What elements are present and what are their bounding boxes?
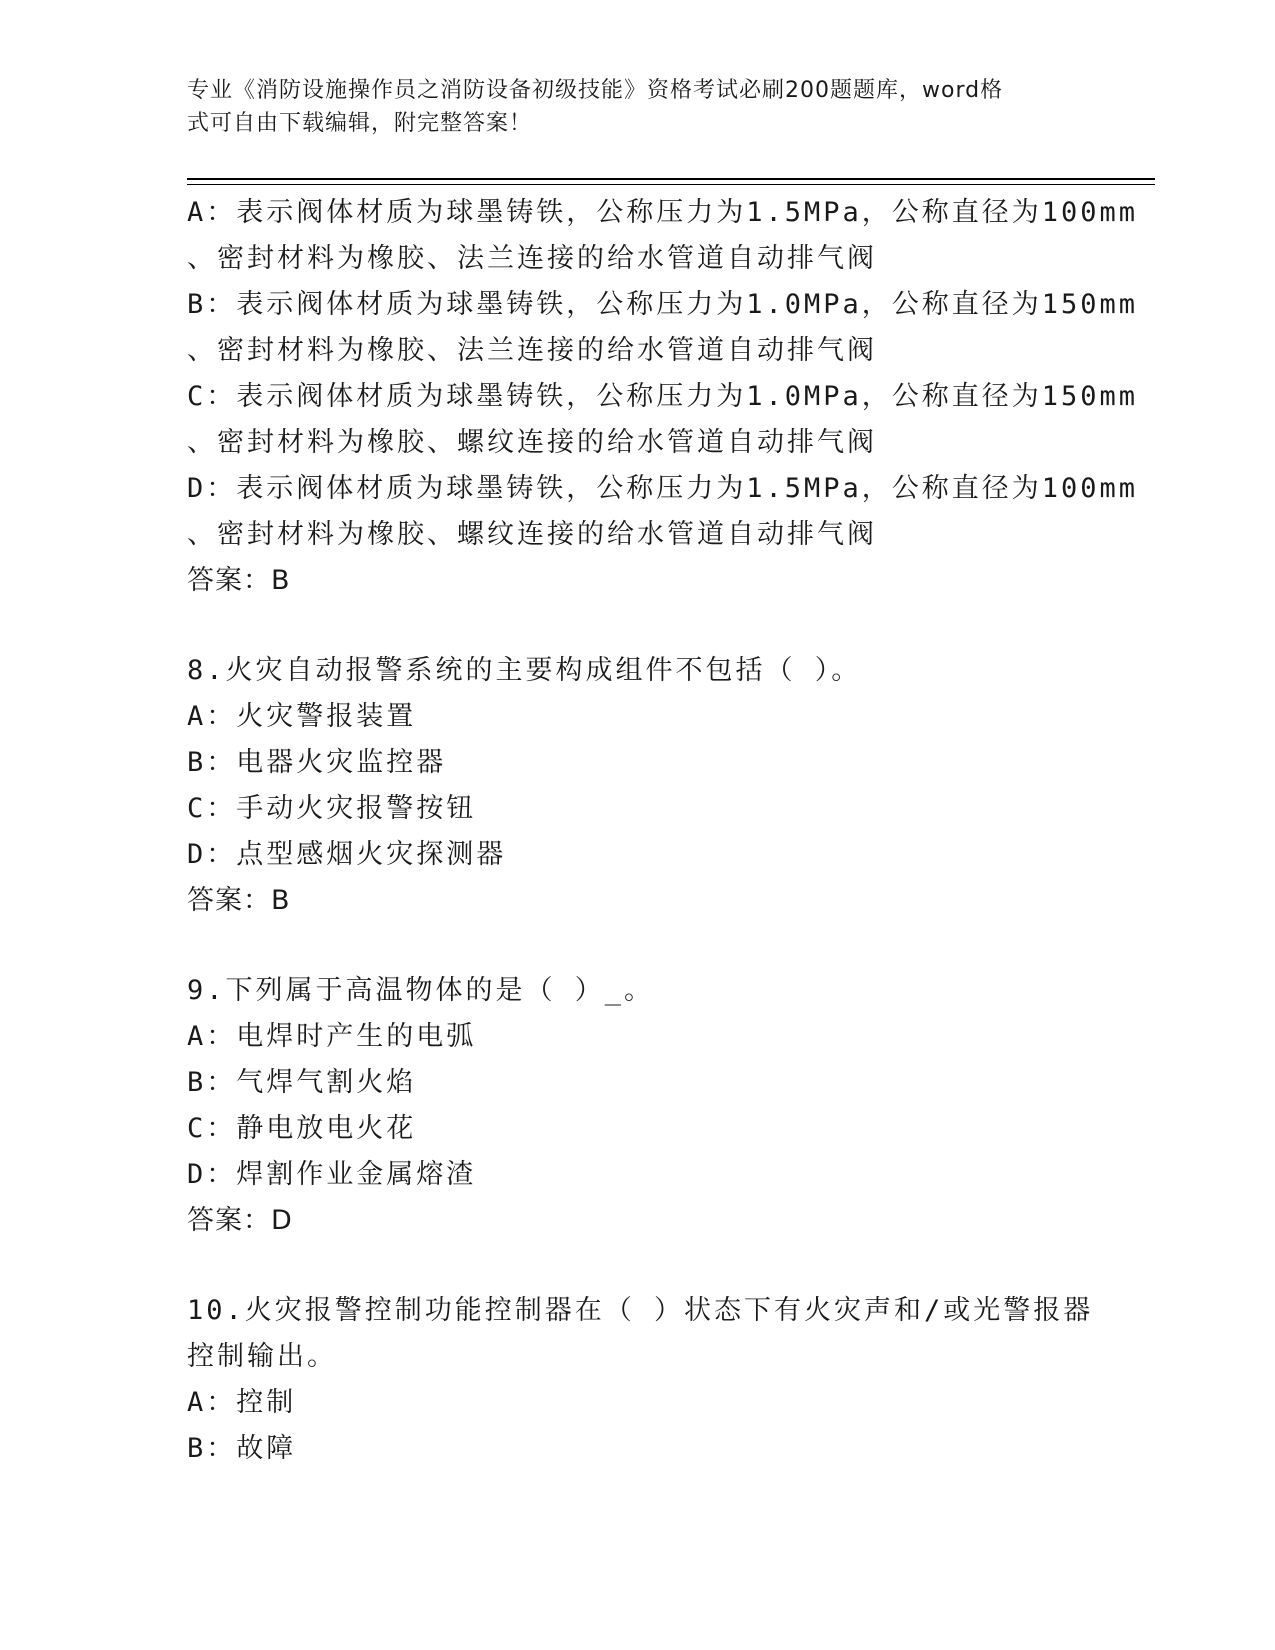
option-line: A：电焊时产生的电弧 bbox=[187, 1021, 477, 1052]
question-stem: 8.火灾自动报警系统的主要构成组件不包括（ ）。 bbox=[187, 655, 862, 686]
answer-line: 答案：B bbox=[187, 565, 291, 596]
option-line: 、密封材料为橡胶、法兰连接的给水管道自动排气阀 bbox=[187, 243, 877, 274]
option-line: A：表示阀体材质为球墨铸铁，公称压力为1.5MPa，公称直径为100mm bbox=[187, 197, 1139, 228]
answer-line: 答案：D bbox=[187, 1205, 293, 1236]
option-line: B：气焊气割火焰 bbox=[187, 1067, 417, 1098]
question-block-7 bbox=[187, 190, 1187, 604]
option-line: B：电器火灾监控器 bbox=[187, 747, 447, 778]
option-line: C：手动火灾报警按钮 bbox=[187, 793, 477, 824]
option-line: D：表示阀体材质为球墨铸铁，公称压力为1.5MPa，公称直径为100mm bbox=[187, 473, 1139, 504]
question-content bbox=[187, 190, 1187, 1472]
document-header bbox=[187, 74, 1087, 140]
option-line: C：表示阀体材质为球墨铸铁，公称压力为1.0MPa，公称直径为150mm bbox=[187, 381, 1139, 412]
question-stem-continued: 控制输出。 bbox=[187, 1341, 337, 1372]
header-divider-thin bbox=[187, 184, 1155, 185]
option-line: C：静电放电火花 bbox=[187, 1113, 417, 1144]
option-line: A：控制 bbox=[187, 1387, 297, 1418]
option-line: 、密封材料为橡胶、法兰连接的给水管道自动排气阀 bbox=[187, 335, 877, 366]
option-line: D：点型感烟火灾探测器 bbox=[187, 839, 507, 870]
option-line: 、密封材料为橡胶、螺纹连接的给水管道自动排气阀 bbox=[187, 519, 877, 550]
question-stem: 9.下列属于高温物体的是（ ）_。 bbox=[187, 975, 655, 1006]
option-line: B：表示阀体材质为球墨铸铁，公称压力为1.0MPa，公称直径为150mm bbox=[187, 289, 1139, 320]
header-line-2: 式可自由下载编辑，附完整答案！ bbox=[187, 111, 533, 136]
option-line: 、密封材料为橡胶、螺纹连接的给水管道自动排气阀 bbox=[187, 427, 877, 458]
answer-line: 答案：B bbox=[187, 885, 291, 916]
header-line-1: 专业《消防设施操作员之消防设备初级技能》资格考试必刷200题题库，word格 bbox=[187, 78, 1004, 103]
option-line: A：火灾警报装置 bbox=[187, 701, 417, 732]
question-block-10 bbox=[187, 1288, 1187, 1472]
question-stem: 10.火灾报警控制功能控制器在（ ）状态下有火灾声和/或光警报器 bbox=[187, 1295, 1094, 1326]
header-divider-thick bbox=[187, 178, 1155, 180]
question-block-8 bbox=[187, 648, 1187, 924]
option-line: B：故障 bbox=[187, 1433, 297, 1464]
option-line: D：焊割作业金属熔渣 bbox=[187, 1159, 477, 1190]
question-block-9 bbox=[187, 968, 1187, 1244]
